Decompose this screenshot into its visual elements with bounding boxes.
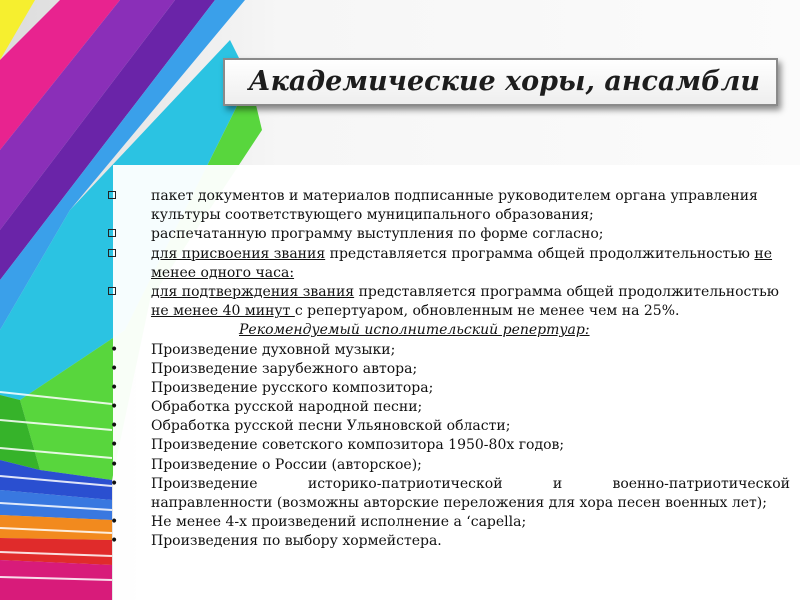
repertoire-text: Произведение духовной музыки; [151, 341, 396, 358]
requirement-text [151, 302, 679, 321]
requirement-item-2 [105, 225, 790, 244]
repertoire-text: Произведение о России (авторское); [151, 456, 422, 473]
bullet-icon: • [110, 456, 119, 473]
underlined-phrase: для подтверждения звания [151, 283, 355, 300]
repertoire-item-continued [105, 494, 790, 513]
repertoire-item [105, 513, 790, 532]
title-box [223, 58, 778, 106]
text-fragment: с репертуаром, обновленным не менее чем на 25%. [294, 303, 680, 320]
square-bullet-icon [108, 229, 116, 237]
underlined-phrase: не менее 40 минут [151, 303, 295, 320]
repertoire-item [105, 475, 790, 494]
slide-content [105, 187, 790, 552]
square-bullet-icon [108, 191, 116, 199]
repertoire-item [105, 456, 790, 475]
repertoire-item [105, 417, 790, 436]
word: и [552, 475, 563, 492]
underlined-phrase: для присвоения звания [151, 245, 326, 262]
requirement-text: пакет документов и материалов подписанные руководителем органа управления [151, 188, 758, 204]
repertoire-text: Произведение зарубежного автора; [151, 360, 418, 377]
heading-text: Рекомендуемый исполнительский репертуар: [239, 322, 590, 339]
repertoire-text: направленности (возможны авторские переложения для хора песен военных лет); [151, 495, 767, 511]
repertoire-text: Произведения по выбору хормейстера. [151, 533, 442, 550]
slide-title: Академические хоры, ансамбли [248, 66, 760, 97]
repertoire-text: Обработка русской народной песни; [151, 399, 423, 416]
requirement-item-4 [105, 283, 790, 302]
repertoire-text: Не менее 4-х произведений исполнение a ‘capella; [151, 514, 527, 531]
word: военно-патриотической [612, 475, 790, 492]
requirement-item-3-continued [105, 264, 790, 283]
word: Произведение [151, 475, 258, 492]
repertoire-item [105, 341, 790, 360]
bullet-icon: • [110, 514, 119, 531]
repertoire-text [151, 475, 790, 494]
underlined-phrase: не [754, 245, 773, 262]
bullet-icon: • [110, 360, 119, 377]
requirement-text: культуры соответствующего муниципального образования; [151, 207, 594, 224]
requirement-item-3 [105, 245, 790, 264]
text-fragment: представляется программа общей продолжительностью [325, 245, 755, 262]
text-fragment: представляется программа общей продолжительностью [354, 283, 779, 300]
bullet-icon: • [110, 379, 119, 396]
bullet-icon: • [110, 418, 119, 435]
repertoire-text: Произведение русского композитора; [151, 379, 434, 396]
repertoire-item [105, 379, 790, 398]
repertoire-item [105, 436, 790, 455]
bullet-icon: • [110, 399, 119, 416]
repertoire-item [105, 360, 790, 379]
requirement-text: распечатанную программу выступления по форме согласно; [151, 226, 604, 243]
word: историко-патриотической [307, 475, 503, 492]
bullet-icon: • [110, 437, 119, 454]
repertoire-item [105, 532, 790, 551]
repertoire-item [105, 398, 790, 417]
requirement-item-4-continued [105, 302, 790, 321]
requirement-text [151, 245, 772, 264]
bullet-icon: • [110, 533, 119, 550]
repertoire-text: Обработка русской песни Ульяновской области; [151, 418, 511, 435]
square-bullet-icon [108, 287, 116, 295]
bullet-icon: • [110, 341, 119, 358]
bullet-icon: • [110, 475, 119, 492]
requirement-item-1 [105, 187, 790, 206]
requirement-text [151, 264, 294, 283]
requirement-text [151, 283, 779, 302]
underlined-phrase: менее одного часа: [151, 264, 295, 281]
repertoire-text: Произведение советского композитора 1950-80х годов; [151, 437, 565, 454]
recommended-repertoire-heading [105, 321, 790, 340]
square-bullet-icon [108, 249, 116, 257]
requirement-item-1-continued [105, 206, 790, 225]
